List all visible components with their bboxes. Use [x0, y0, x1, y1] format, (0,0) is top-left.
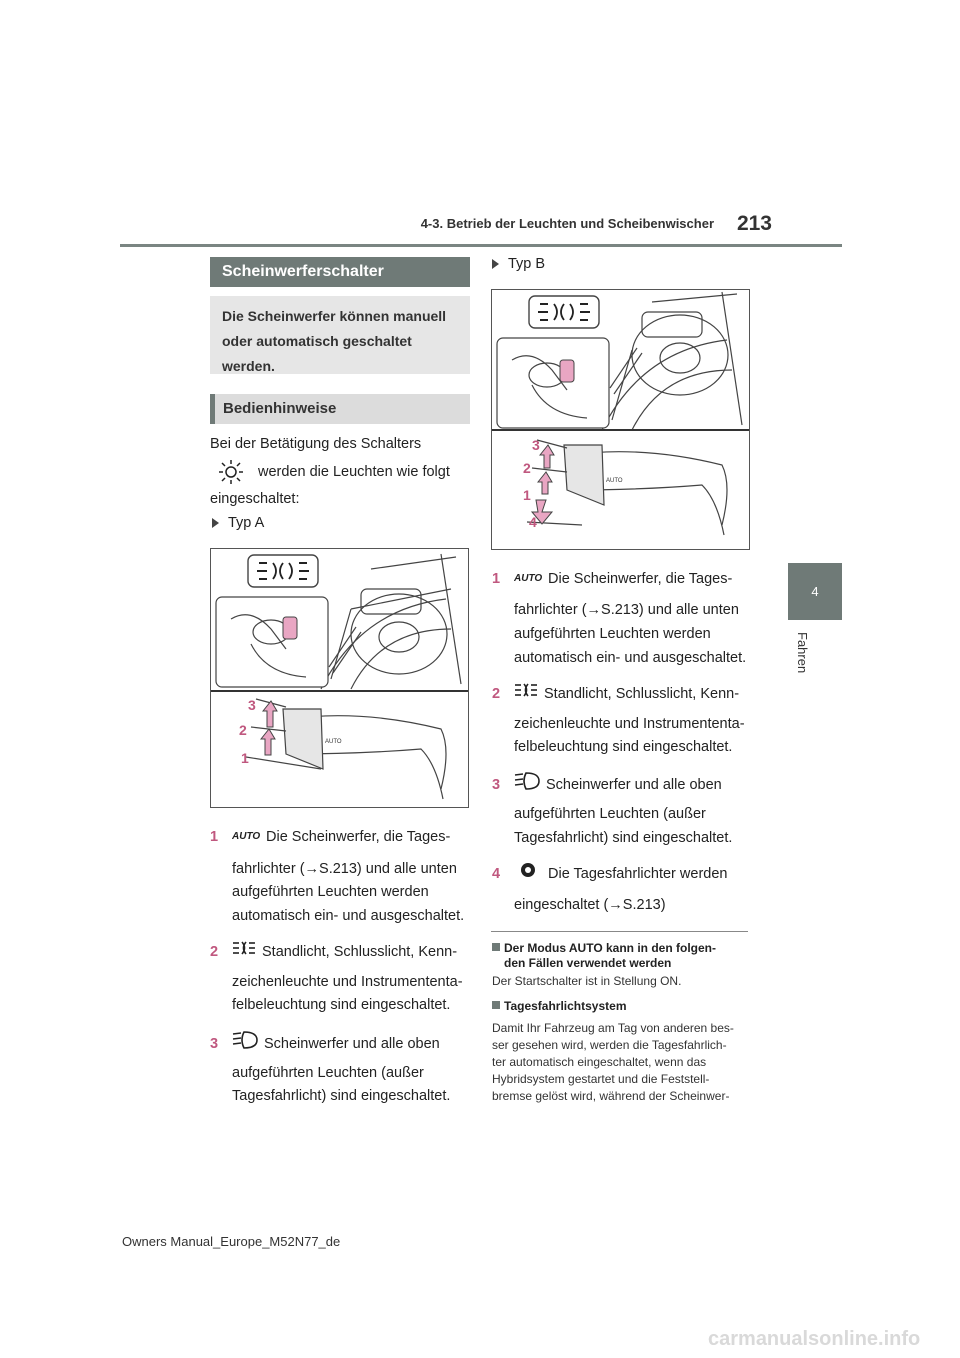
list-item: 2 Standlicht, Schlusslicht, Kenn-	[492, 681, 752, 707]
list-item-text: Tagesfahrlicht) sind eingeschaltet.	[232, 1088, 451, 1104]
fig-a-label-3: 3	[248, 697, 256, 713]
fig-a-auto-label: AUTO	[325, 739, 342, 745]
fig-b-auto-label: AUTO	[606, 478, 623, 484]
fig-b-label-2: 2	[523, 460, 531, 476]
list-item: 3 Scheinwerfer und alle oben	[210, 1030, 470, 1058]
bullet-triangle-icon	[212, 518, 219, 528]
note-text: bremse gelöst wird, während der Scheinwer-	[492, 1089, 730, 1103]
figure-type-a	[210, 548, 469, 808]
figure-type-b	[491, 289, 750, 550]
list-item-text: automatisch ein- und ausgeschaltet.	[514, 650, 747, 666]
chapter-tab: 4	[788, 563, 842, 620]
type-b-label: Typ B	[492, 253, 545, 275]
list-item-text: zeichenleuchte und Instrumententa-	[514, 716, 745, 732]
bullet-triangle-icon	[492, 259, 499, 269]
svg-text:AUTO: AUTO	[514, 573, 542, 584]
note-text: Hybridsystem gestartet und die Feststell-	[492, 1072, 710, 1086]
parking-light-icon	[514, 681, 538, 707]
auto-icon	[514, 567, 542, 591]
list-item-text: felbeleuchtung sind eingeschaltet.	[514, 739, 733, 755]
parking-light-icon	[232, 939, 256, 965]
intro-line-3: eingeschaltet:	[210, 491, 300, 507]
list-item-text: Tagesfahrlicht) sind eingeschaltet.	[514, 830, 733, 846]
square-bullet-icon	[492, 943, 500, 951]
note-text: Damit Ihr Fahrzeug am Tag von anderen bes-	[492, 1021, 734, 1035]
subheading: Bedienhinweise	[210, 394, 470, 424]
note-title: Der Modus AUTO kann in den folgen-	[492, 941, 754, 956]
fig-b-label-4: 4	[529, 514, 537, 530]
off-icon	[520, 862, 536, 886]
intro-line-2: werden die Leuchten wie folgt	[258, 464, 450, 480]
list-item-text: aufgeführten Leuchten (außer	[514, 806, 706, 822]
figure-type-b-drawing	[492, 290, 749, 549]
list-item: 3 Scheinwerfer und alle oben	[492, 771, 752, 799]
header-rule	[120, 244, 842, 247]
running-header: 4-3. Betrieb der Leuchten und Scheibenwischer	[420, 216, 714, 231]
chapter-label: Fahren	[795, 632, 810, 674]
watermark: carmanualsonline.info	[708, 1328, 921, 1350]
type-a-label: Typ A	[212, 512, 264, 534]
fig-a-label-1: 1	[241, 750, 249, 766]
list-item-text: eingeschaltet (→S.213)	[514, 897, 666, 913]
headlight-icon	[514, 771, 540, 799]
auto-icon	[232, 825, 260, 849]
section-heading: Scheinwerferschalter	[210, 257, 470, 287]
svg-text:AUTO: AUTO	[232, 831, 260, 842]
note-text: ter automatisch eingeschaltet, wenn das	[492, 1055, 707, 1069]
intro-line-1: Bei der Betätigung des Schalters	[210, 436, 422, 452]
headlight-icon	[232, 1030, 258, 1058]
list-item-text: automatisch ein- und ausgeschaltet.	[232, 908, 465, 924]
list-item-text: aufgeführten Leuchten (außer	[232, 1065, 424, 1081]
fig-b-label-3: 3	[532, 437, 540, 453]
note-title: Tagesfahrlichtsystem	[492, 999, 754, 1014]
list-item-text: felbeleuchtung sind eingeschaltet.	[232, 997, 451, 1013]
list-item: 2 Standlicht, Schlusslicht, Kenn-	[210, 939, 470, 965]
summary-box: Die Scheinwerfer können manuell oder automatisch geschaltet werden.	[210, 296, 470, 374]
list-item-text: aufgeführten Leuchten werden	[232, 884, 429, 900]
list-item-text: zeichenleuchte und Instrumententa-	[232, 974, 463, 990]
list-item: 1 AUTO Die Scheinwerfer, die Tages-	[492, 567, 752, 591]
footer-doc-id: Owners Manual_Europe_M52N77_de	[122, 1234, 341, 1249]
list-item: 4 Die Tagesfahrlichter werden	[492, 862, 752, 886]
note-text: Der Startschalter ist in Stellung ON.	[492, 974, 682, 988]
list-item-text: aufgeführten Leuchten werden	[514, 626, 711, 642]
note-separator	[491, 931, 748, 932]
figure-type-a-drawing	[211, 549, 468, 807]
square-bullet-icon	[492, 1001, 500, 1009]
list-item: 1 AUTO Die Scheinwerfer, die Tages-	[210, 825, 470, 849]
note-title-cont: den Fällen verwendet werden	[504, 956, 672, 970]
note-text: ser gesehen wird, werden die Tagesfahrlich-	[492, 1038, 727, 1052]
light-switch-icon	[216, 459, 246, 490]
list-item-text: fahrlichter (→S.213) und alle unten	[232, 861, 457, 877]
fig-a-label-2: 2	[239, 722, 247, 738]
fig-b-label-1: 1	[523, 487, 531, 503]
page-number: 213	[736, 212, 772, 235]
list-item-text: fahrlichter (→S.213) und alle unten	[514, 602, 739, 618]
